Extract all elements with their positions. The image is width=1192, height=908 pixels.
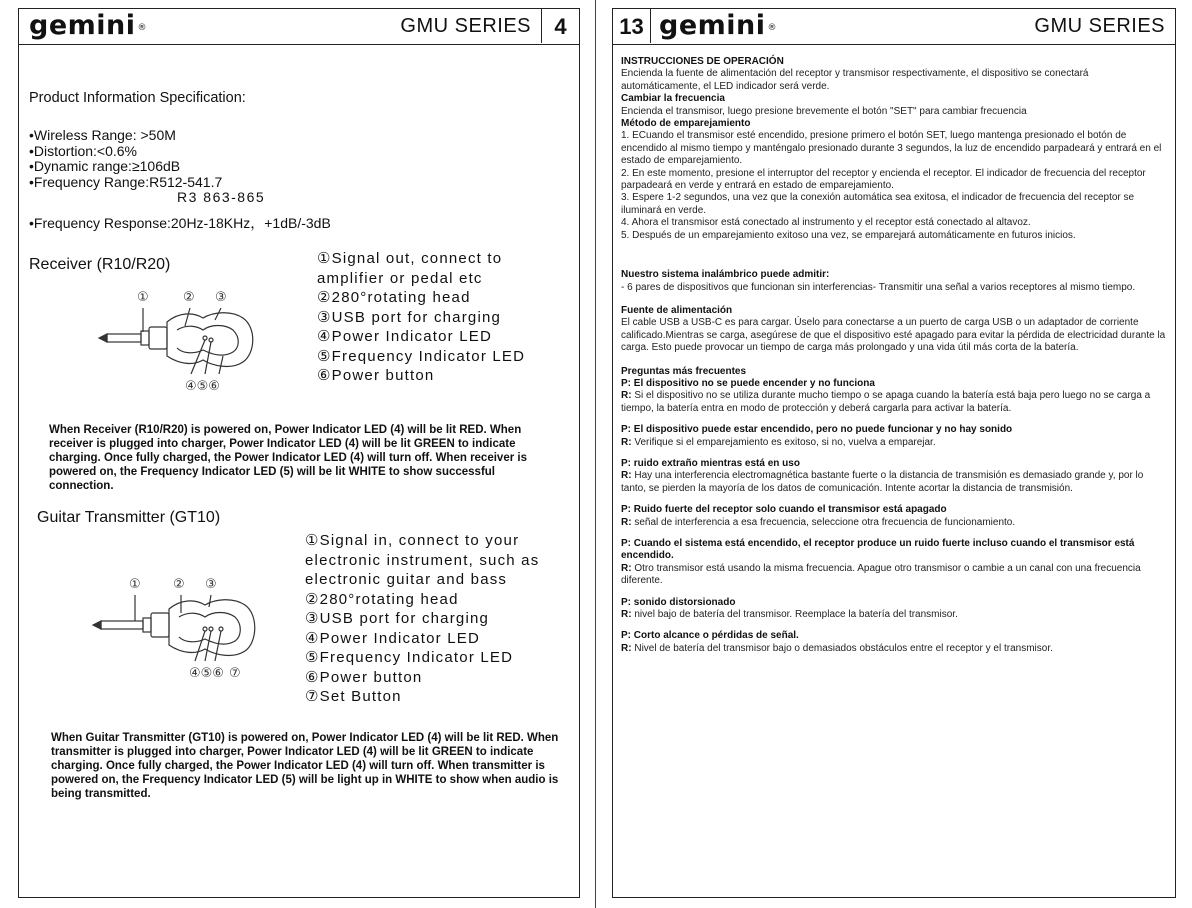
- callout-7: ⑦: [229, 666, 241, 681]
- instructions-title: INSTRUCCIONES DE OPERACIÓN: [621, 56, 784, 67]
- instructions-intro: Encienda la fuente de alimentación del receptor y transmisor respectivamente, el dispositivo se conectará automáticamente, el LED indicador será verde.: [621, 68, 1089, 92]
- transmitter-feature: ⑤Frequency Indicator LED: [305, 649, 514, 666]
- gemini-logo: gemini ®: [659, 10, 778, 41]
- change-frequency-title: Cambiar la frecuencia: [621, 93, 725, 105]
- faq-answer: R: Verifique si el emparejamiento es exitoso, si no, vuelva a emparejar.: [621, 436, 936, 448]
- transmitter-diagram: [89, 573, 289, 683]
- faq-answer: R: Nivel de batería del transmisor bajo o demasiados obstáculos entre el receptor y el transmisor.: [621, 642, 1053, 654]
- spec-dynamic-range: •Dynamic range:≥106dB: [29, 158, 181, 174]
- faq-question: P: ruido extraño mientras está en uso: [621, 457, 800, 469]
- callout-3: ③: [205, 577, 217, 592]
- faq-question: P: sonido distorsionado: [621, 596, 736, 608]
- transmitter-feature: ⑦Set Button: [305, 688, 402, 705]
- page-number: 13: [613, 9, 651, 43]
- page-number: 4: [541, 9, 579, 43]
- receiver-feature-list: [317, 249, 525, 386]
- pairing-step: 4. Ahora el transmisor está conectado al instrumento y el receptor está conectado al altavoz.: [621, 217, 1031, 229]
- system-text: - 6 pares de dispositivos que funcionan sin interferencias- Transmitir una señal a varios receptores al mismo tiempo.: [621, 281, 1136, 293]
- receiver-note: When Receiver (R10/R20) is powered on, Power Indicator LED (4) will be lit RED. When receiver is plugged into charger, Power Indicator LED (4) will be lit GREEN to indicate charging. Once fully charged, the Power Indicator LED (4) will turn off. When receiver is powered on, the Frequency Indicator LED (5) will be lit WHITE to show successful connection.: [49, 424, 527, 492]
- callout-3: ③: [215, 290, 227, 305]
- gemini-logo: gemini ®: [29, 10, 148, 41]
- receiver-feature: amplifier or pedal etc: [317, 269, 483, 287]
- change-frequency-text: Encienda el transmisor, luego presione brevemente el botón "SET" para cambiar frecuencia: [621, 105, 1027, 117]
- receiver-feature: ⑤Frequency Indicator LED: [317, 347, 526, 365]
- faq-question: P: Corto alcance o pérdidas de señal.: [621, 630, 799, 642]
- transmitter-feature: ③USB port for charging: [305, 610, 490, 627]
- faq-question: P: El dispositivo no se puede encender y no funciona: [621, 377, 875, 389]
- system-title: Nuestro sistema inalámbrico puede admitir:: [621, 269, 830, 281]
- spread-divider: [595, 0, 596, 908]
- pairing-step: 1. ECuando el transmisor esté encendido, presione primero el botón SET, luego mantenga presionado el botón de encendido al mismo tiempo y manténgalo presionado durante 3 segundos, la luz de encendido parpadeará y entrará en el estado de emparejamiento.: [621, 130, 1162, 167]
- faq-answer: R: Hay una interferencia electromagnética bastante fuerte o la distancia de transmisión es demasiado grande y, por lo tanto, se pierden la mayoría de los datos de comunicación. Intente acortar la distancia de transmisión.: [621, 470, 1144, 494]
- transmitter-feature: ②280°rotating head: [305, 590, 459, 608]
- faq-answer: R: Otro transmisor está usando la misma frecuencia. Apague otro transmisor o cambie a un canal con una frecuencia diferente.: [621, 562, 1141, 587]
- faq-answer: R: señal de interferencia a esa frecuencia, seleccione otra frecuencia de funcionamiento.: [621, 516, 1016, 528]
- faq-question: P: Cuando el sistema está encendido, el receptor produce un ruido fuerte incluso cuando el transmisor está encendido.: [621, 538, 1135, 562]
- faq-answer: R: nivel bajo de batería del transmisor. Reemplace la batería del transmisor.: [621, 609, 958, 621]
- callout-1: ①: [137, 290, 149, 305]
- spec-list: [29, 128, 265, 206]
- receiver-feature: ③USB port for charging: [317, 308, 502, 326]
- receiver-feature: ④Power Indicator LED: [317, 328, 493, 345]
- callout-2: ②: [183, 290, 195, 305]
- pairing-step: 5. Después de un emparejamiento exitoso una vez, se emparejará automáticamente en futuros inicios.: [621, 229, 1076, 241]
- series-title: GMU SERIES: [400, 15, 531, 37]
- pairing-title: Método de emparejamiento: [621, 118, 751, 130]
- callout-4-5-6: ④⑤⑥: [185, 379, 220, 394]
- callout-4-5-6: ④⑤⑥: [189, 666, 224, 681]
- receiver-diagram: [93, 286, 293, 396]
- receiver-feature: ②280°rotating head: [317, 289, 471, 306]
- spec-distortion: •Distortion:<0.6%: [29, 142, 138, 159]
- receiver-feature: ⑥Power button: [317, 367, 435, 384]
- transmitter-feature: ⑥Power button: [305, 668, 423, 686]
- transmitter-feature-list: [305, 531, 539, 707]
- power-text: El cable USB a USB-C es para cargar. Úselo para conectarse a un puerto de carga USB o un adaptador de corriente calificado.Mientras se carga, asegúrese de que el dispositivo esté apagado para evitar la pérdida de electricidad durante la carga. Esto puede provocar un tiempo de carga más prolongado y una vida útil más corta de la batería.: [621, 317, 1166, 354]
- transmitter-feature: ④Power Indicator LED: [305, 629, 481, 647]
- faq-answer: R: Si el dispositivo no se utiliza durante mucho tiempo o se apaga cuando la batería está baja pero luego no se carga a tiempo, la batería entra en modo de protección y deberá cargarla para activar la batería.: [621, 390, 1151, 414]
- spec-wireless-range: •Wireless Range: >50M: [29, 127, 176, 143]
- spec-frequency-range: •Frequency Range:R512-541.7: [29, 173, 223, 190]
- spec-title: Product Information Specification:: [29, 90, 246, 106]
- transmitter-feature: electronic instrument, such as: [305, 551, 540, 569]
- pairing-step: 3. Espere 1-2 segundos, una vez que la conexión automática sea exitosa, el indicador de frecuencia del receptor se iluminará en verde.: [621, 192, 1135, 216]
- faq-title: Preguntas más frecuentes: [621, 365, 747, 377]
- power-title: Fuente de alimentación: [621, 304, 733, 316]
- page-header: [613, 9, 1175, 45]
- faq-question: P: Ruido fuerte del receptor solo cuando el transmisor está apagado: [621, 504, 947, 516]
- transmitter-note: When Guitar Transmitter (GT10) is powered on, Power Indicator LED (4) will be lit RED. When transmitter is plugged into charger, Power Indicator LED (4) will be lit GREEN to indicate charging. Once fully charged, the Power Indicator LED (4) will turn off. When transmitter is powered on, the Frequency Indicator LED (5) will be light up in WHITE to show when audio is being transmitted.: [51, 732, 559, 800]
- manual-page-right: [612, 8, 1176, 898]
- faq-question: P: El dispositivo puede estar encendido, pero no puede funcionar y no hay sonido: [621, 424, 1013, 436]
- page-header: [19, 9, 579, 45]
- operation-instructions: [621, 56, 1169, 655]
- spec-frequency-response: •Frequency Response:20Hz-18KHz，+1dB/-3dB: [29, 215, 331, 231]
- transmitter-feature: electronic guitar and bass: [305, 571, 508, 588]
- transmitter-feature: ①Signal in, connect to your: [305, 532, 520, 549]
- pairing-step: 2. En este momento, presione el interruptor del receptor y encienda el receptor. El indicador de frecuencia del receptor parpadeará en verde y entrará en estado de emparejamiento.: [621, 167, 1146, 192]
- receiver-feature: ①Signal out, connect to: [317, 250, 503, 267]
- receiver-title: Receiver (R10/R20): [29, 256, 171, 273]
- transmitter-title: Guitar Transmitter (GT10): [37, 509, 221, 526]
- series-title: GMU SERIES: [1034, 15, 1165, 37]
- manual-page-left: [18, 8, 580, 898]
- callout-2: ②: [173, 577, 185, 592]
- spec-frequency-range-r3: R3 863-865: [177, 189, 266, 205]
- callout-1: ①: [129, 577, 141, 592]
